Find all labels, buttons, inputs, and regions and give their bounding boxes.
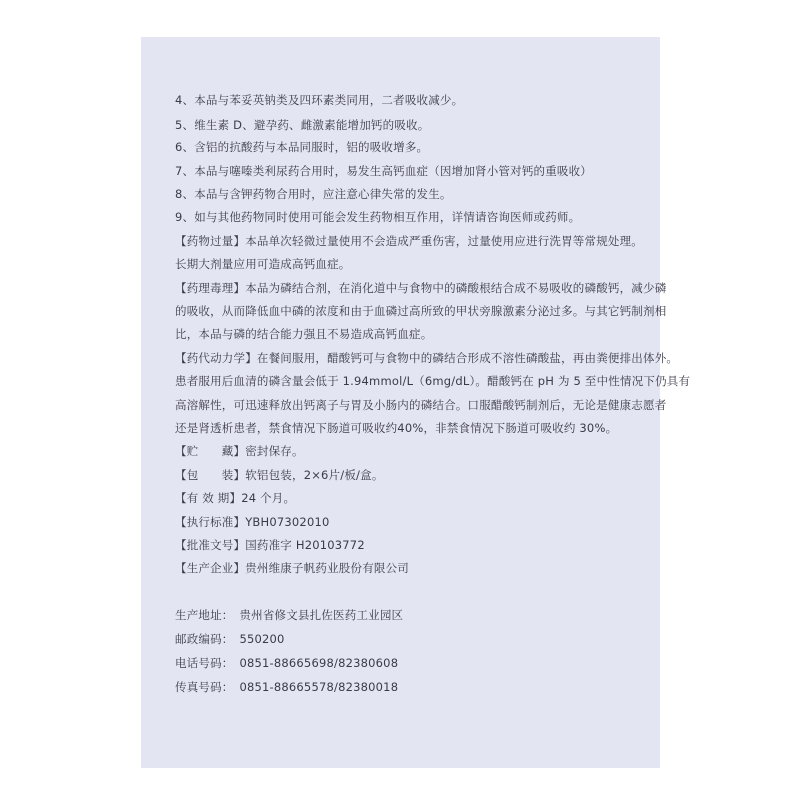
- text-line: 还是肾透析患者，禁食情况下肠道可吸收约40%，非禁食情况下肠道可吸收约 30%。: [175, 421, 618, 435]
- text-line: 高溶解性，可迅速释放出钙离子与胃及小肠内的磷结合。口服醋酸钙制剂后，无论是健康志愿者: [175, 398, 667, 412]
- section-standard: 【执行标准】YBH07302010: [175, 515, 330, 529]
- text-line: 的吸收，从而降低血中磷的浓度和由于血磷过高所致的甲状旁腺激素分泌过多。与其它钙制剂相: [175, 304, 667, 318]
- postcode-line: 邮政编码： 550200: [175, 632, 285, 646]
- text-line: 8、本品与含钾药物合用时，应注意心律失常的发生。: [175, 187, 452, 201]
- section-package: 【包 装】软铝包装，2×6片/板/盒。: [175, 468, 384, 482]
- text-line: 比，本品与磷的结合能力强且不易造成高钙血症。: [175, 327, 433, 341]
- text-line: 4、本品与苯妥英钠类及四环素类同用，二者吸收减少。: [175, 93, 464, 107]
- text-line: 5、维生素 D、避孕药、雌激素能增加钙的吸收。: [175, 118, 430, 132]
- section-pharmacology: 【药理毒理】本品为磷结合剂，在消化道中与食物中的磷酸根结合成不易吸收的磷酸钙，减少磷: [175, 281, 667, 295]
- address-line: 生产地址： 贵州省修文县扎佐医药工业园区: [175, 608, 404, 622]
- section-approval-number: 【批准文号】国药准字 H20103772: [175, 538, 365, 552]
- text-line: 9、如与其他药物同时使用可能会发生药物相互作用，详情请咨询医师或药师。: [175, 210, 581, 224]
- section-validity: 【有 效 期】24 个月。: [175, 491, 296, 505]
- section-storage: 【贮 藏】密封保存。: [175, 444, 304, 458]
- section-pharmacokinetics: 【药代动力学】在餐间服用，醋酸钙可与食物中的磷结合形成不溶性磷酸盐，再由粪便排出体外。: [175, 351, 679, 365]
- text-line: 6、含铝的抗酸药与本品同服时，铝的吸收增多。: [175, 140, 429, 154]
- text-line: 7、本品与噻嗪类利尿药合用时，易发生高钙血症（因增加肾小管对钙的重吸收）: [175, 164, 593, 178]
- text-line: 长期大剂量应用可造成高钙血症。: [175, 257, 351, 271]
- section-manufacturer: 【生产企业】贵州维康子帆药业股份有限公司: [175, 561, 409, 575]
- section-overdose: 【药物过量】本品单次轻微过量使用不会造成严重伤害，过量使用应进行洗胃等常规处理。: [175, 234, 643, 248]
- text-line: 患者服用后血清的磷含量会低于 1.94mmol/L（6mg/dL）。醋酸钙在 pH 为 5 至中性情况下仍具有: [175, 374, 691, 388]
- fax-line: 传真号码： 0851-88665578/82380018: [175, 680, 399, 694]
- phone-line: 电话号码： 0851-88665698/82380608: [175, 656, 399, 670]
